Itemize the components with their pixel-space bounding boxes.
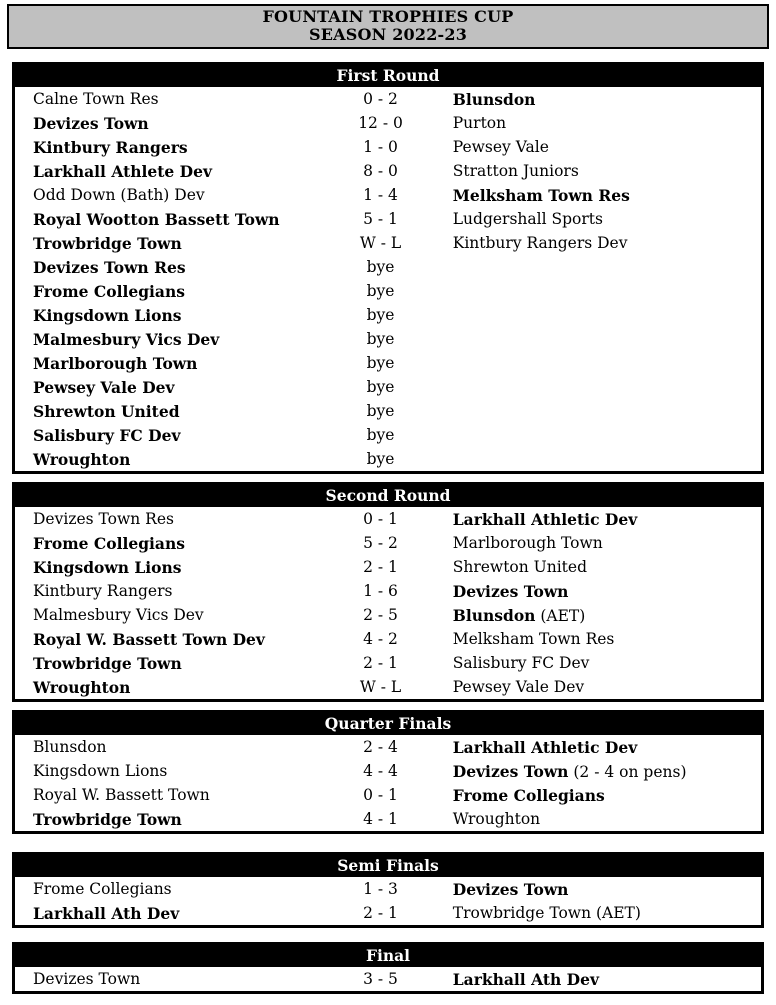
match-score: 2 - 1 — [363, 654, 398, 672]
section-quarter-finals — [12, 710, 764, 834]
match-score: bye — [366, 306, 395, 324]
away-team-name: Stratton Juniors — [452, 162, 579, 180]
home-team: Shrewton United — [33, 401, 180, 421]
section-header-second-round: Second Round — [15, 485, 761, 507]
home-team: Trowbridge Town — [33, 809, 182, 829]
home-team: Frome Collegians — [33, 533, 185, 553]
away-team-name: Blunsdon — [452, 89, 536, 109]
match-score: 5 - 2 — [363, 534, 398, 552]
match-score: 2 - 5 — [363, 606, 398, 624]
away-team-suffix: (2 - 4 on pens) — [568, 762, 687, 781]
away-team-name: Purton — [452, 114, 507, 132]
home-team: Royal W. Bassett Town — [33, 786, 210, 804]
away-team-name: Larkhall Athletic Dev — [452, 737, 638, 757]
match-row — [15, 135, 761, 159]
section-header-quarter-finals: Quarter Finals — [15, 713, 761, 735]
away-team — [433, 138, 761, 156]
away-team — [433, 210, 761, 228]
match-row — [15, 399, 761, 423]
home-team: Kingsdown Lions — [33, 305, 182, 325]
away-team-name: Salisbury FC Dev — [452, 654, 590, 672]
match-row — [15, 231, 761, 255]
away-team — [433, 880, 761, 899]
away-team — [433, 904, 761, 922]
home-team: Kintbury Rangers — [33, 137, 188, 157]
match-row — [15, 159, 761, 183]
home-team: Wroughton — [33, 677, 131, 697]
away-team — [433, 558, 761, 576]
away-team — [433, 510, 761, 529]
match-row — [15, 279, 761, 303]
match-row — [15, 783, 761, 807]
section-final — [12, 942, 764, 994]
match-score: 1 - 6 — [363, 582, 398, 600]
home-team: Malmesbury Vics Dev — [33, 606, 204, 624]
home-team: Marlborough Town — [33, 353, 198, 373]
home-team: Devizes Town — [33, 970, 141, 988]
match-score: 2 - 1 — [363, 904, 398, 922]
away-team — [433, 738, 761, 757]
match-score: 0 - 2 — [363, 90, 398, 108]
section-semi-finals — [12, 852, 764, 928]
away-team — [433, 810, 761, 828]
away-team-name: Wroughton — [452, 810, 541, 828]
home-team: Larkhall Ath Dev — [33, 903, 180, 923]
home-team: Royal Wootton Bassett Town — [33, 209, 280, 229]
match-row — [15, 807, 761, 831]
away-team-name: Devizes Town — [452, 761, 569, 781]
match-score: 4 - 2 — [363, 630, 398, 648]
match-score: 2 - 1 — [363, 558, 398, 576]
page-title: FOUNTAIN TROPHIES CUP — [262, 7, 514, 26]
home-team: Kingsdown Lions — [33, 762, 168, 780]
match-score: 0 - 1 — [363, 786, 398, 804]
away-team-name: Blunsdon — [452, 605, 536, 625]
home-team: Odd Down (Bath) Dev — [33, 186, 205, 204]
match-row — [15, 531, 761, 555]
home-team: Trowbridge Town — [33, 233, 182, 253]
home-team: Trowbridge Town — [33, 653, 182, 673]
away-team — [433, 582, 761, 601]
home-team: Salisbury FC Dev — [33, 425, 181, 445]
match-score: bye — [366, 330, 395, 348]
away-team-name: Marlborough Town — [452, 534, 603, 552]
match-score: W - L — [359, 234, 402, 252]
home-team: Blunsdon — [33, 738, 107, 756]
sections-container — [12, 62, 764, 994]
away-team — [433, 90, 761, 109]
away-team-name: Devizes Town — [452, 581, 569, 601]
away-team-name: Devizes Town — [452, 879, 569, 899]
match-row — [15, 303, 761, 327]
home-team: Larkhall Athlete Dev — [33, 161, 212, 181]
home-team: Kingsdown Lions — [33, 557, 182, 577]
title-box — [7, 4, 769, 49]
away-team-name: Shrewton United — [452, 558, 587, 576]
match-row — [15, 555, 761, 579]
match-row — [15, 207, 761, 231]
match-score: 1 - 0 — [363, 138, 398, 156]
away-team-name: Melksham Town Res — [452, 630, 615, 648]
match-score: 5 - 1 — [363, 210, 398, 228]
away-team-suffix: (AET) — [591, 904, 641, 922]
away-team — [433, 654, 761, 672]
match-row — [15, 507, 761, 531]
away-team — [433, 786, 761, 805]
match-score: bye — [366, 378, 395, 396]
home-team: Devizes Town — [33, 113, 149, 133]
away-team-name: Trowbridge Town — [452, 904, 592, 922]
away-team — [433, 606, 761, 625]
away-team — [433, 186, 761, 205]
match-score: 3 - 5 — [363, 970, 398, 988]
match-score: 12 - 0 — [358, 114, 403, 132]
match-score: bye — [366, 450, 395, 468]
match-row — [15, 901, 761, 925]
match-score: 8 - 0 — [363, 162, 398, 180]
match-score: 1 - 3 — [363, 880, 398, 898]
away-team — [433, 630, 761, 648]
match-score: bye — [366, 426, 395, 444]
match-score: bye — [366, 402, 395, 420]
match-row — [15, 627, 761, 651]
match-row — [15, 759, 761, 783]
page-subtitle: SEASON 2022-23 — [308, 25, 468, 44]
away-team-name: Larkhall Athletic Dev — [452, 509, 638, 529]
match-score: 1 - 4 — [363, 186, 398, 204]
home-team: Frome Collegians — [33, 281, 185, 301]
match-row — [15, 375, 761, 399]
away-team-name: Kintbury Rangers Dev — [452, 234, 628, 252]
match-row — [15, 651, 761, 675]
home-team: Malmesbury Vics Dev — [33, 329, 220, 349]
away-team-suffix: (AET) — [535, 606, 586, 625]
match-row — [15, 423, 761, 447]
match-row — [15, 327, 761, 351]
home-team: Wroughton — [33, 449, 131, 469]
away-team-name: Pewsey Vale — [452, 138, 549, 156]
match-row — [15, 735, 761, 759]
match-row — [15, 111, 761, 135]
match-score: W - L — [359, 678, 402, 696]
home-team: Pewsey Vale Dev — [33, 377, 175, 397]
away-team-name: Ludgershall Sports — [452, 210, 603, 228]
match-row — [15, 183, 761, 207]
home-team: Frome Collegians — [33, 880, 172, 898]
match-row — [15, 351, 761, 375]
away-team — [433, 534, 761, 552]
match-score: 4 - 4 — [363, 762, 398, 780]
away-team — [433, 162, 761, 180]
away-team-name: Larkhall Ath Dev — [452, 969, 599, 989]
section-first-round — [12, 62, 764, 474]
section-header-first-round: First Round — [15, 65, 761, 87]
match-row — [15, 447, 761, 471]
section-second-round — [12, 482, 764, 702]
home-team: Devizes Town Res — [33, 257, 186, 277]
away-team-name: Frome Collegians — [452, 785, 605, 805]
match-score: 0 - 1 — [363, 510, 398, 528]
match-score: 4 - 1 — [363, 810, 398, 828]
away-team-name: Pewsey Vale Dev — [452, 678, 585, 696]
section-header-semi-finals: Semi Finals — [15, 855, 761, 877]
match-score: 2 - 4 — [363, 738, 398, 756]
section-header-final: Final — [15, 945, 761, 967]
home-team: Devizes Town Res — [33, 510, 174, 528]
match-row — [15, 87, 761, 111]
match-row — [15, 877, 761, 901]
match-row — [15, 579, 761, 603]
away-team — [433, 234, 761, 252]
match-score: bye — [366, 258, 395, 276]
away-team — [433, 114, 761, 132]
away-team — [433, 762, 761, 781]
home-team: Royal W. Bassett Town Dev — [33, 629, 265, 649]
match-row — [15, 255, 761, 279]
match-score: bye — [366, 282, 395, 300]
away-team-name: Melksham Town Res — [452, 185, 630, 205]
home-team: Kintbury Rangers — [33, 582, 173, 600]
match-row — [15, 967, 761, 991]
match-row — [15, 675, 761, 699]
match-row — [15, 603, 761, 627]
away-team — [433, 970, 761, 989]
match-score: bye — [366, 354, 395, 372]
away-team — [433, 678, 761, 696]
home-team: Calne Town Res — [33, 90, 159, 108]
